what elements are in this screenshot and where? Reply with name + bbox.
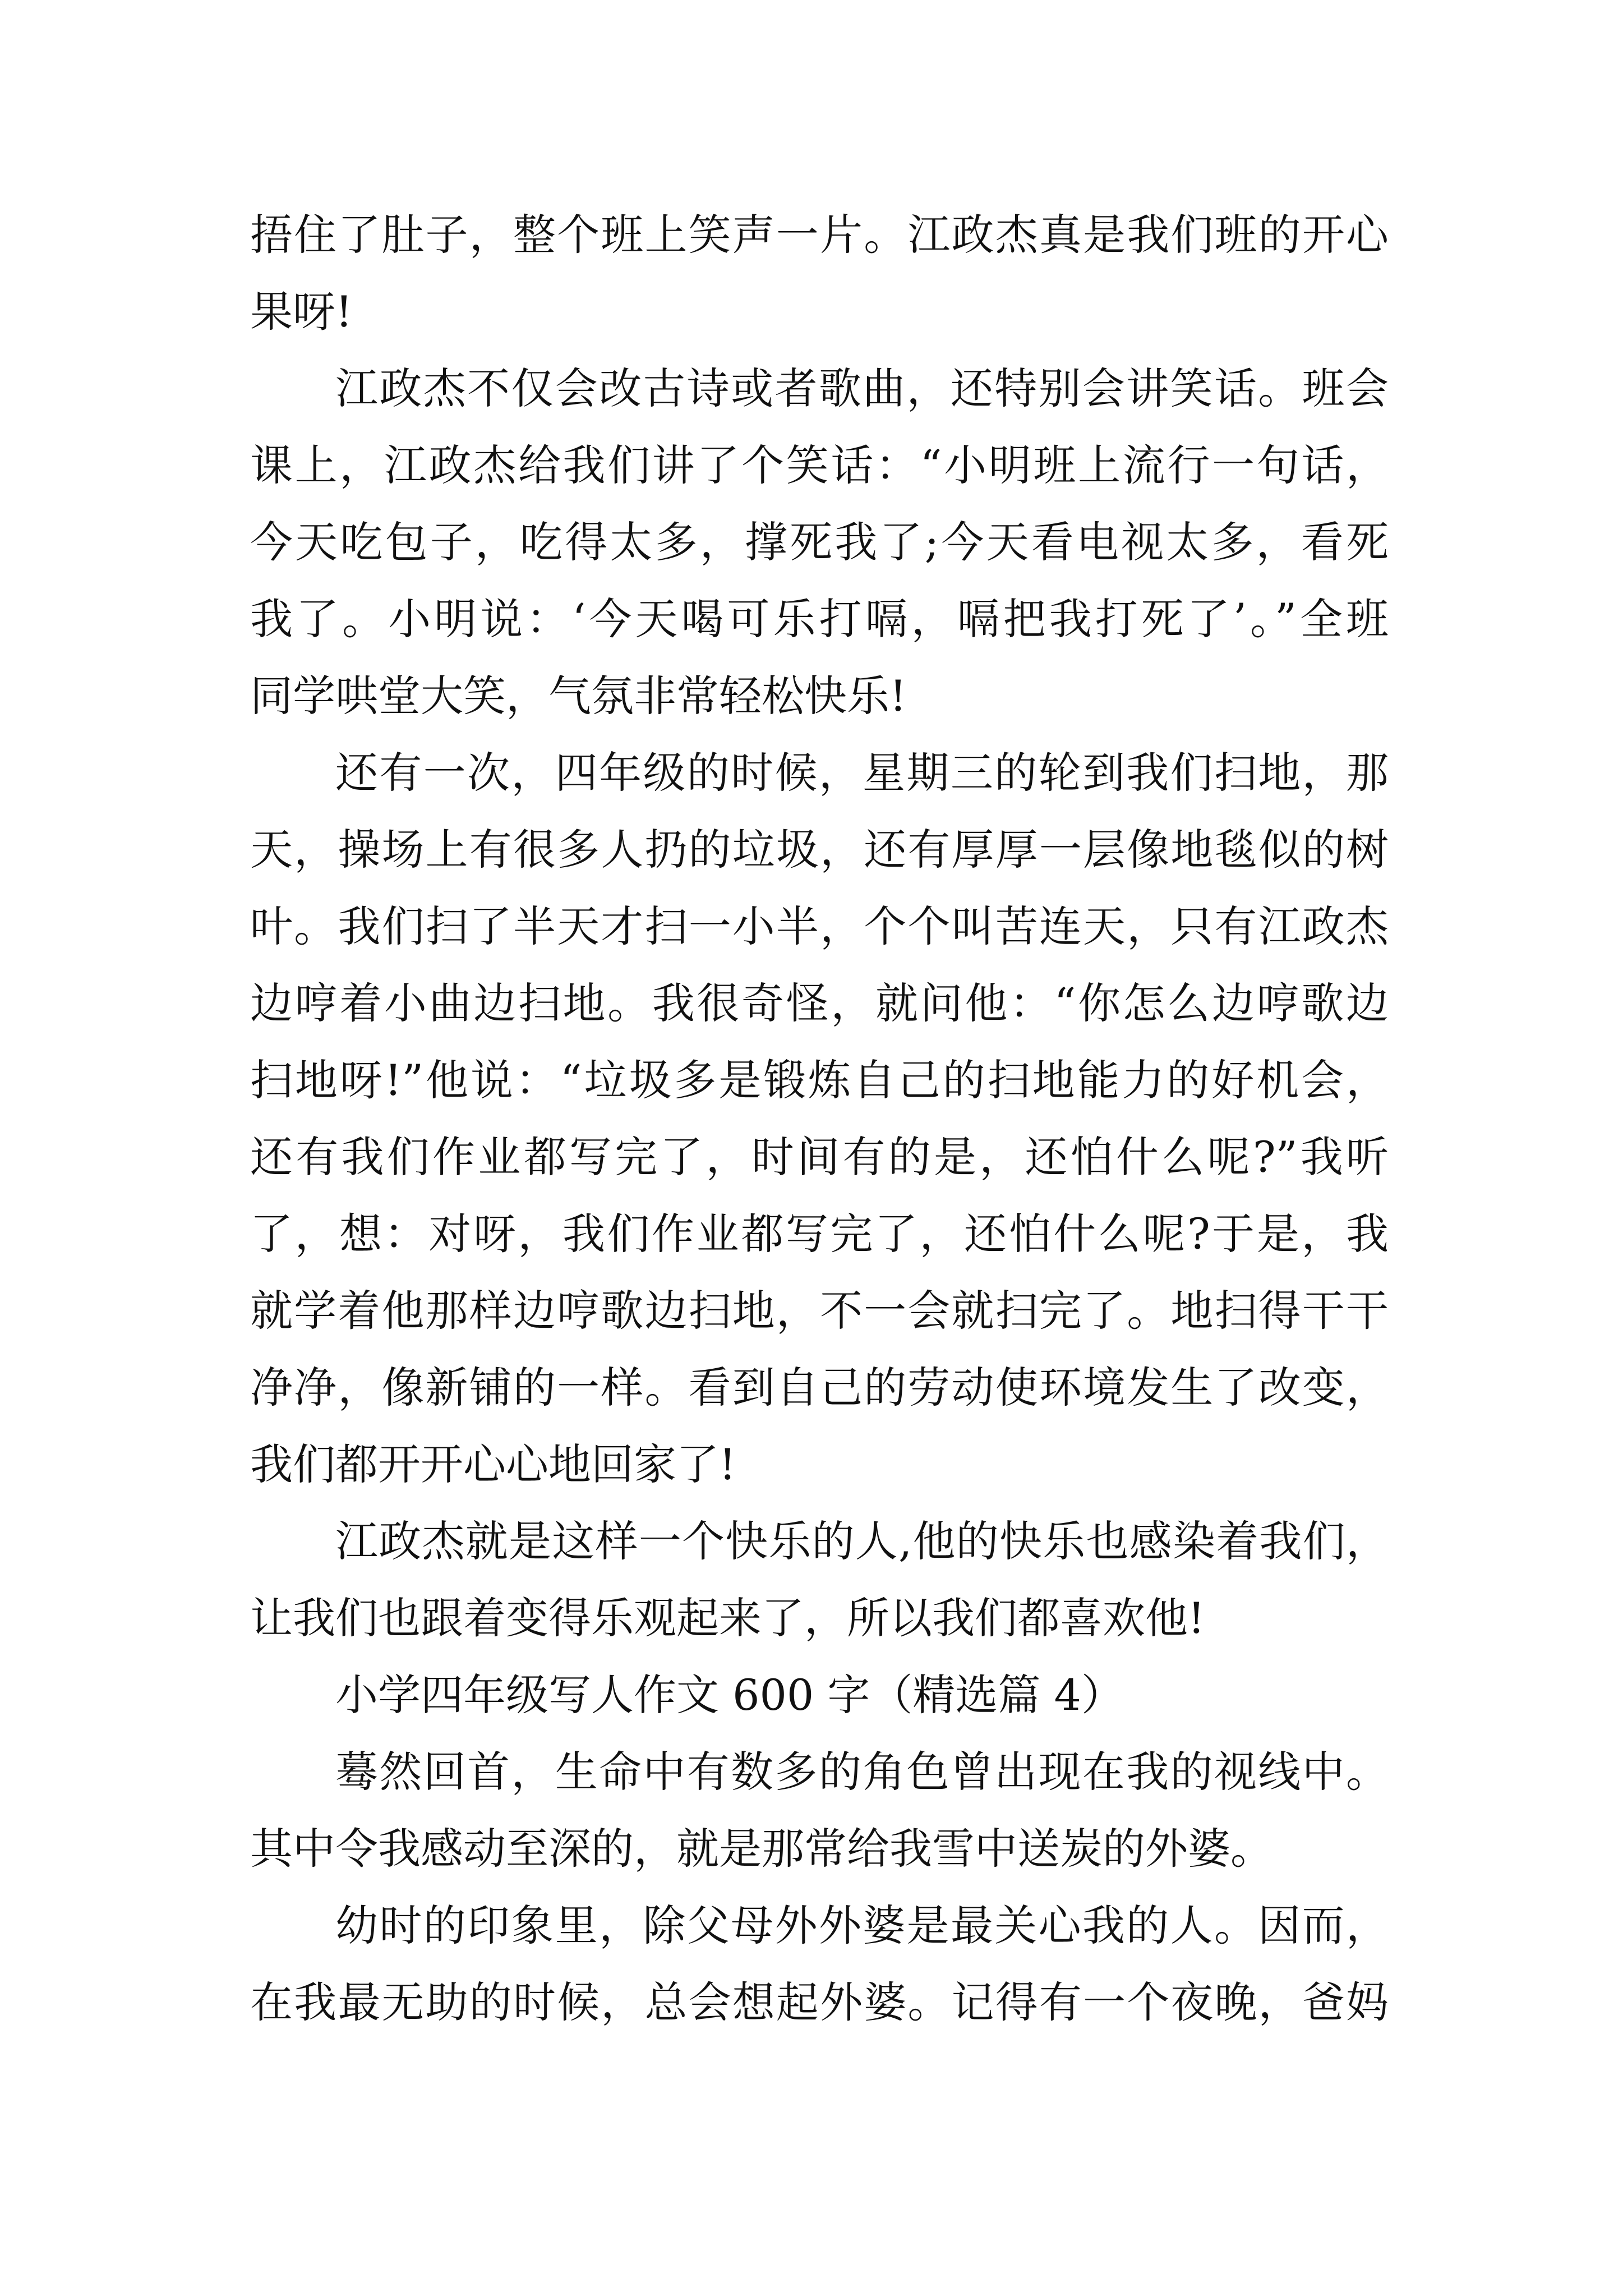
text-line: 就学着他那样边哼歌边扫地，不一会就扫完了。地扫得干干 (250, 1286, 1389, 1336)
section-heading: 小学四年级写人作文 600 字（精选篇 4） (335, 1670, 1124, 1720)
text-line: 净净，像新铺的一样。看到自己的劳动使环境发生了改变， (250, 1363, 1389, 1412)
text-line: 其中令我感动至深的，就是那常给我雪中送炭的外婆。 (250, 1824, 1273, 1874)
text-line: 叶。我们扫了半天才扫一小半，个个叫苦连天，只有江政杰 (250, 901, 1389, 951)
text-line: 天，操场上有很多人扔的垃圾，还有厚厚一层像地毯似的树 (250, 825, 1389, 875)
text-line: 我们都开开心心地回家了! (250, 1439, 736, 1489)
text-line: 捂住了肚子，整个班上笑声一片。江政杰真是我们班的开心 (250, 210, 1389, 260)
paragraph-start-line: 幼时的印象里，除父母外外婆是最关心我的人。因而， (335, 1901, 1389, 1950)
paragraph-start-line: 江政杰不仅会改古诗或者歌曲，还特别会讲笑话。班会 (335, 364, 1389, 413)
paragraph-start-line: 江政杰就是这样一个快乐的人,他的快乐也感染着我们， (335, 1516, 1389, 1566)
text-line: 果呀! (250, 287, 353, 337)
essay-body (250, 196, 1389, 2041)
text-line: 让我们也跟着变得乐观起来了，所以我们都喜欢他! (250, 1593, 1205, 1643)
text-line: 我了。小明说：‘今天喝可乐打嗝，嗝把我打死了’。”全班 (250, 594, 1389, 644)
paragraph-start-line: 还有一次，四年级的时候，星期三的轮到我们扫地，那 (335, 748, 1389, 798)
text-line: 课上，江政杰给我们讲了个笑话：“小明班上流行一句话， (250, 440, 1389, 490)
text-line: 扫地呀!”他说：“垃圾多是锻炼自己的扫地能力的好机会， (250, 1055, 1389, 1105)
text-line: 同学哄堂大笑，气氛非常轻松快乐! (250, 671, 907, 721)
text-line: 今天吃包子，吃得太多，撑死我了;今天看电视太多，看死 (250, 517, 1389, 567)
text-line: 边哼着小曲边扫地。我很奇怪，就问他：“你怎么边哼歌边 (250, 978, 1389, 1028)
text-line: 在我最无助的时候，总会想起外婆。记得有一个夜晚，爸妈 (250, 1977, 1389, 2027)
text-line: 了，想：对呀，我们作业都写完了，还怕什么呢?于是，我 (250, 1209, 1389, 1259)
paragraph-start-line: 蓦然回首，生命中有数多的角色曾出现在我的视线中。 (335, 1747, 1389, 1797)
text-line: 还有我们作业都写完了，时间有的是，还怕什么呢?”我听 (250, 1132, 1389, 1182)
